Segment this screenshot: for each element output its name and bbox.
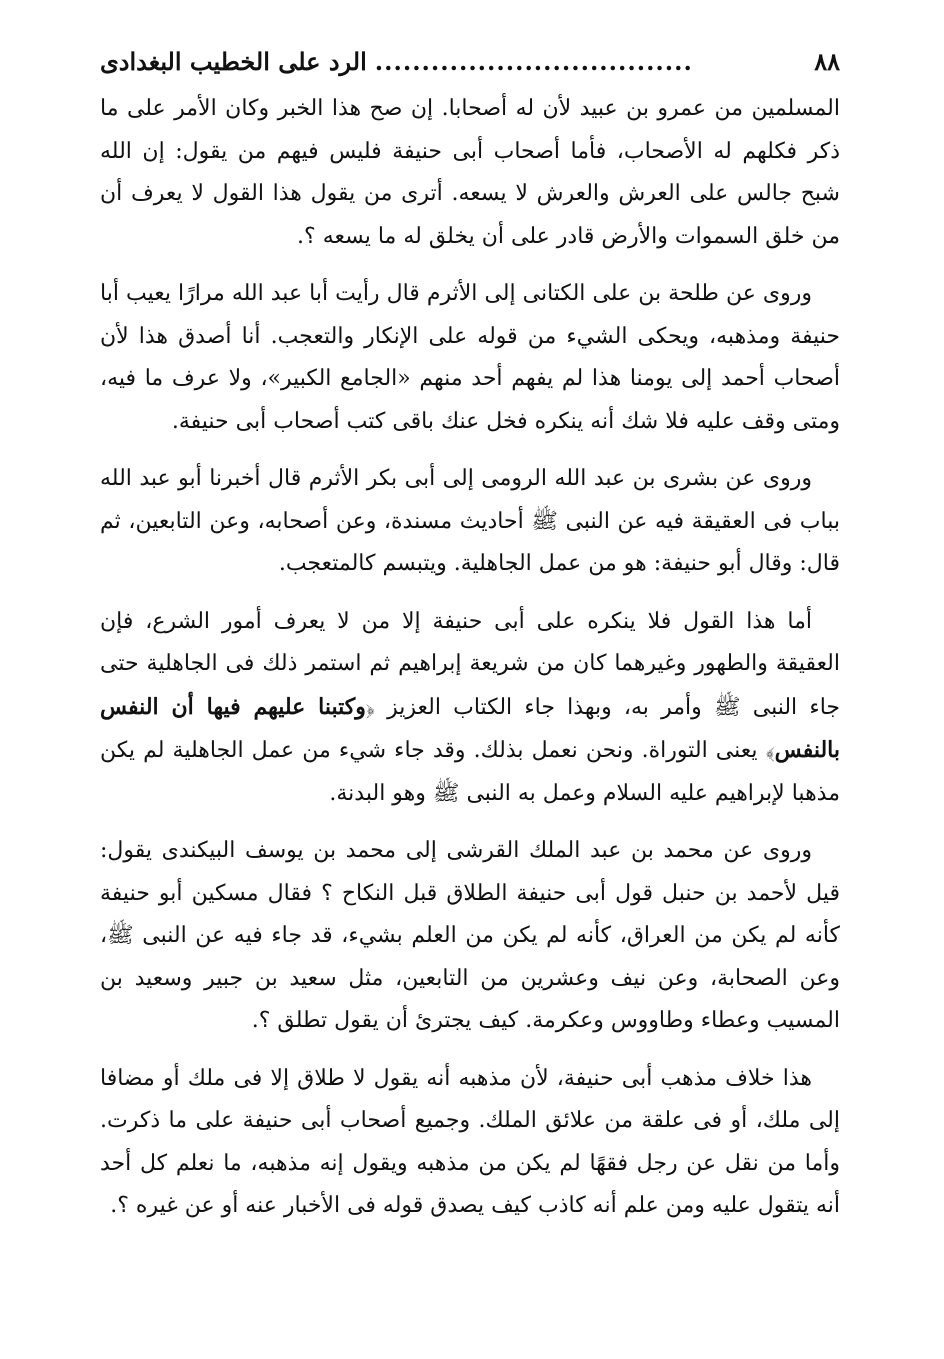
- quran-close-bracket: ﴾: [765, 738, 775, 763]
- quran-verse: وكتبنا عليهم فيها أن النفس بالنفس: [100, 693, 840, 763]
- paragraph-4-text-after: يعنى التوراة. ونحن نعمل بذلك. وقد جاء شيء من عمل الجاهلية لم يكن مذهبا لإبراهيم عليه السلام وعمل به النبى ﷺ وهو البدنة.: [100, 738, 840, 806]
- body-text: [100, 88, 840, 1228]
- paragraph-6: هذا خلاف مذهب أبى حنيفة، لأن مذهبه أنه يقول لا طلاق إلا فى ملك أو مضافا إلى ملك، أو فى علقة من علائق الملك. وجميع أصحاب أبى حنيفة على ما ذكرت. وأما من نقل عن رجل فقهًا لم يكن من مذهبه ويقول إنه مذهبه، ما نعلم كل أحد أنه يتقول عليه ومن علم أنه كاذب كيف يصدق قوله فى الأخبار عنه أو عن غيره ؟.: [100, 1065, 840, 1218]
- book-page: [100, 44, 840, 1243]
- paragraph-4-text-before: أما هذا القول فلا ينكره على أبى حنيفة إلا من لا يعرف أمور الشرع، فإن العقيقة والطهور وغيرهما كان من شريعة إبراهيم ثم استمر ذلك فى الجاهلية حتى جاء النبى ﷺ وأمر به، وبهذا جاء الكتاب العزيز: [100, 608, 840, 720]
- quran-open-bracket: ﴿: [365, 694, 375, 720]
- running-head: [100, 44, 840, 84]
- paragraph-2: وروى عن طلحة بن على الكتانى إلى الأثرم قال رأيت أبا عبد الله مرارًا يعيب أبا حنيفة ومذهبه، ويحكى الشيء من قوله على الإنكار والتعجب. أنا أصدق هذا لأن أصحاب أحمد إلى يومنا هذا لم يفهم أحد منهم «الجامع الكبير»، ولا عرف ما فيه، ومتى وقف عليه فلا شك أنه ينكره فخل عنك باقى كتب أصحاب أبى حنيفة.: [100, 281, 840, 434]
- paragraph-4: [100, 601, 840, 816]
- book-title: الرد على الخطيب البغدادى: [100, 47, 367, 76]
- paragraph-5: وروى عن محمد بن عبد الملك القرشى إلى محمد بن يوسف البيكندى يقول: قيل لأحمد بن حنبل قول أبى حنيفة الطلاق قبل النكاح ؟ فقال مسكين أبو حنيفة كأنه لم يكن من العراق، كأنه لم يكن من العلم بشيء، قد جاء فيه عن النبى ﷺ، وعن الصحابة، وعن نيف وعشرين من التابعين، مثل سعيد بن جبير وسعيد بن المسيب وعطاء وطاووس وعكرمة. كيف يجترئ أن يقول تطلق ؟.: [100, 838, 840, 1033]
- leader-dots: ..................................: [374, 47, 693, 76]
- paragraph-1: المسلمين من عمرو بن عبيد لأن له أصحابا. إن صح هذا الخبر وكان الأمر على ما ذكر فكلهم له الأصحاب، فأما أصحاب أبى حنيفة فليس فيهم من يقول: إن الله شبح جالس على العرش والعرش لا يسعه. أترى من يقول هذا القول لا يعرف أن من خلق السموات والأرض قادر على أن يخلق له ما يسعه ؟.: [100, 96, 840, 249]
- paragraph-3: وروى عن بشرى بن عبد الله الرومى إلى أبى بكر الأثرم قال أخبرنا أبو عبد الله بباب فى العقيقة فيه عن النبى ﷺ أحاديث مسندة، وعن أصحابه، وعن التابعين، ثم قال: وقال أبو حنيفة: هو من عمل الجاهلية. ويتبسم كالمتعجب.: [100, 466, 840, 576]
- page-number: ٨٨: [814, 47, 840, 76]
